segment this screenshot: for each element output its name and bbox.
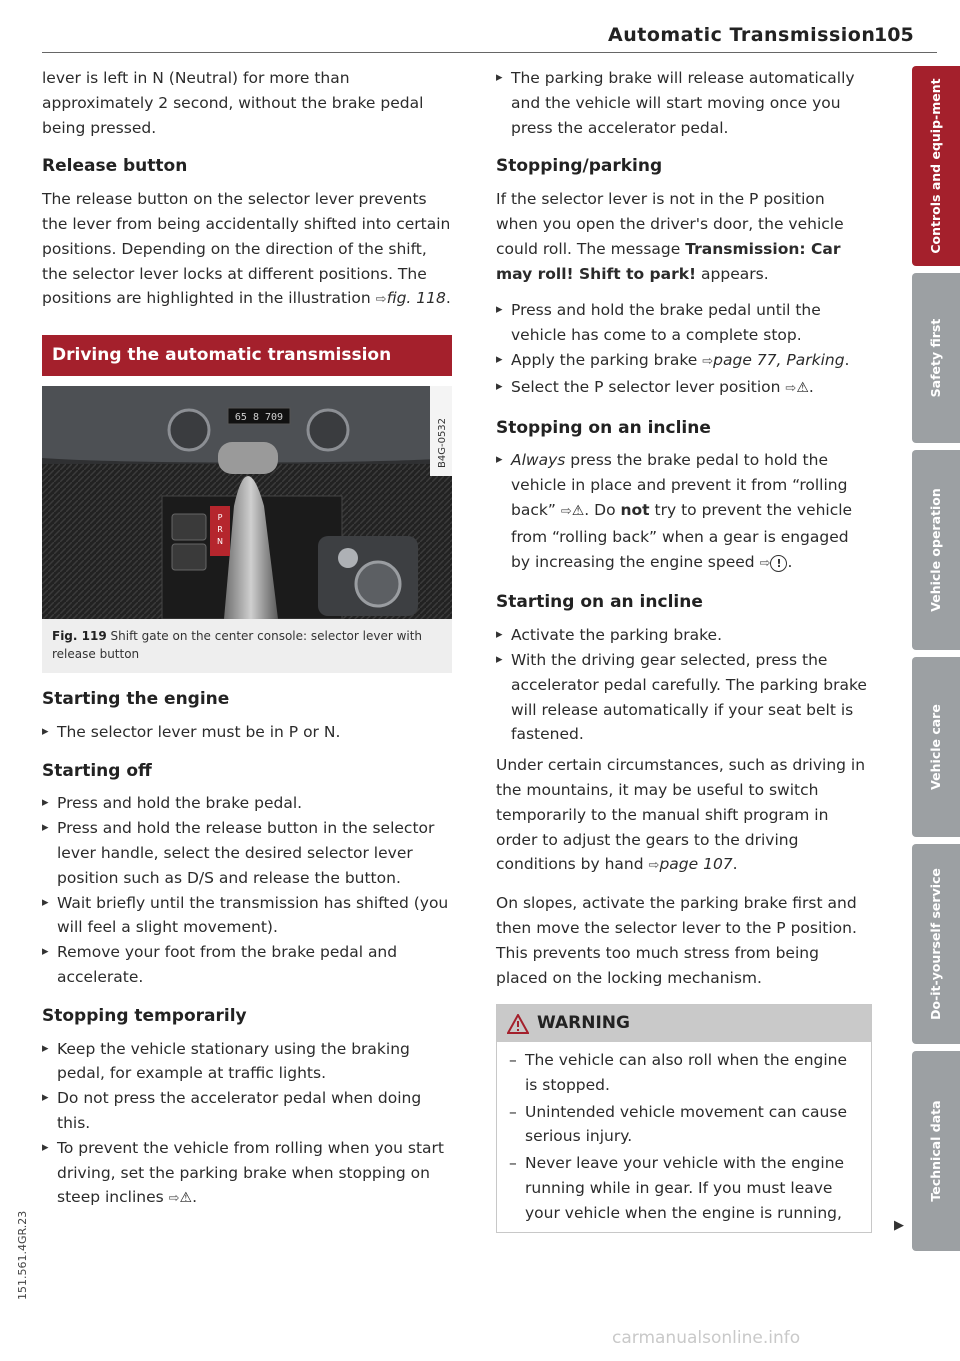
shift-gate-illustration: [42, 386, 452, 619]
list-item: ▸ Wait briefly until the transmission has shifted (you will feel a slight movement).: [42, 891, 452, 941]
list-item: ▸ The selector lever must be in P or N.: [42, 720, 452, 745]
reference-arrow-icon: ⇨: [785, 380, 797, 396]
reference-arrow-icon: ⇨: [702, 353, 714, 369]
header-rule: [42, 52, 937, 53]
tab-controls-and-equipment[interactable]: Controls and equip-ment: [912, 66, 960, 266]
list-item: ▸ The parking brake will release automatically and the vehicle will start moving once you press the accelerator pedal.: [496, 66, 870, 140]
reference-arrow-icon: ⇨: [560, 503, 572, 519]
manual-shift-paragraph: Under certain circumstances, such as driving in the mountains, it may be useful to switch temporarily to the manual shift program in order to adjust the gears to the driving conditions by hand ⇨page 107.: [496, 756, 866, 874]
starting-incline-heading: Starting on an incline: [496, 592, 703, 613]
list-item: ▸ Remove your foot from the brake pedal and accelerate.: [42, 940, 452, 990]
chapter-tabs: [912, 66, 960, 1258]
reference-arrow-icon: ⇨: [168, 1191, 180, 1207]
warning-item: – Unintended vehicle movement can cause serious injury.: [509, 1100, 859, 1150]
intro-paragraph: lever is left in N (Neutral) for more than approximately 2 second, without the brake pedal being pressed.: [42, 69, 424, 137]
warning-triangle-icon: [507, 1014, 529, 1034]
shift-gate-figure: [42, 386, 452, 619]
starting-engine-list: [42, 720, 452, 745]
starting-engine-heading: Starting the engine: [42, 688, 230, 709]
warning-box: [496, 1004, 872, 1232]
figure-code: B4G-0532: [437, 417, 448, 468]
list-item: ▸ Keep the vehicle stationary using the braking pedal, for example at traffic lights.: [42, 1037, 452, 1087]
list-item: ▸ Select the P selector lever position ⇨⚠.: [496, 375, 870, 402]
stopping-temporarily-heading: Stopping temporarily: [42, 1005, 247, 1026]
left-column: [42, 66, 452, 1218]
release-button-heading: Release button: [42, 156, 188, 177]
list-item: ▸ Activate the parking brake.: [496, 623, 870, 648]
warning-triangle-icon[interactable]: ⚠: [571, 502, 585, 519]
warning-item: – Never leave your vehicle with the engine running while in gear. If you must leave your vehicle when the engine is running,: [509, 1151, 859, 1225]
starting-incline-list: [496, 623, 870, 747]
list-item: ▸ Press and hold the brake pedal until the vehicle has come to a complete stop.: [496, 298, 870, 348]
svg-text:P: P: [217, 512, 223, 522]
tab-safety-first[interactable]: Safety first: [912, 273, 960, 443]
running-header-title: Automatic Transmission: [608, 24, 876, 46]
tab-vehicle-operation[interactable]: Vehicle operation: [912, 450, 960, 650]
figure-caption: Fig. 119 Shift gate on the center console: selector lever with release button: [42, 619, 452, 673]
stopping-parking-paragraph: If the selector lever is not in the P position when you open the driver's door, the vehicle could roll. The message Transmission: Car may roll! Shift to park! appears.: [496, 190, 844, 283]
continued-arrow-icon: ▶: [894, 1218, 904, 1233]
page-number: 105: [874, 24, 914, 46]
slopes-paragraph: On slopes, activate the parking brake first and then move the selector lever to the P position. This prevents too much stress from being placed on the locking mechanism.: [496, 894, 857, 987]
list-item: ▸ With the driving gear selected, press the accelerator pedal carefully. The parking brake will release automatically if your seat belt is fastened.: [496, 648, 870, 747]
list-item: ▸ Do not press the accelerator pedal when doing this.: [42, 1086, 452, 1136]
tab-vehicle-care[interactable]: Vehicle care: [912, 657, 960, 837]
stopping-parking-heading: Stopping/parking: [496, 156, 663, 177]
list-item: ▸ Always press the brake pedal to hold the vehicle in place and prevent it from “rolling back” ⇨⚠. Do not try to prevent the vehicle from “rolling back” when a gear is engaged by increasing the engine speed ⇨ ! .: [496, 448, 870, 576]
page-77-link[interactable]: page 77, Parking: [713, 350, 845, 369]
document-code: 151.561.4GR.23: [16, 1210, 29, 1300]
warning-body: [497, 1042, 871, 1232]
reference-arrow-icon: ⇨: [375, 292, 387, 308]
svg-text:R: R: [217, 524, 223, 534]
list-item: ▸ To prevent the vehicle from rolling when you start driving, set the parking brake when stopping on steep inclines ⇨⚠.: [42, 1136, 452, 1212]
stopping-incline-list: [496, 448, 870, 576]
list-item: ▸ Apply the parking brake ⇨page 77, Parking.: [496, 348, 870, 375]
caution-note-icon[interactable]: !: [770, 555, 787, 572]
svg-text:N: N: [217, 536, 223, 546]
stopping-parking-list: [496, 298, 870, 401]
warning-header: [497, 1005, 871, 1042]
starting-off-list: [42, 791, 452, 989]
list-item: ▸ Press and hold the brake pedal.: [42, 791, 452, 816]
warning-title: WARNING: [537, 1013, 630, 1034]
warning-triangle-icon[interactable]: ⚠: [796, 379, 809, 396]
tab-do-it-yourself-service[interactable]: Do-it-yourself service: [912, 844, 960, 1044]
list-item: ▸ Press and hold the release button in the selector lever handle, select the desired selector lever position such as D/S and release the button.: [42, 816, 452, 890]
starting-off-heading: Starting off: [42, 760, 152, 781]
fig-118-link[interactable]: fig. 118: [386, 289, 446, 308]
section-banner: Driving the automatic transmission: [42, 335, 452, 376]
right-column: [496, 66, 870, 1233]
stopping-temporarily-list: [42, 1037, 452, 1213]
transmission-message: Transmission: Car may roll! Shift to park!: [496, 239, 841, 283]
reference-arrow-icon: ⇨: [759, 555, 771, 571]
warning-item: – The vehicle can also roll when the engine is stopped.: [509, 1048, 859, 1098]
top-list: [496, 66, 870, 140]
tab-technical-data[interactable]: Technical data: [912, 1051, 960, 1251]
watermark: carmanualsonline.info: [612, 1328, 801, 1348]
warning-triangle-icon[interactable]: ⚠: [179, 1190, 193, 1207]
reference-arrow-icon: ⇨: [648, 858, 660, 874]
stopping-incline-heading: Stopping on an incline: [496, 417, 711, 438]
page-107-link[interactable]: page 107: [659, 855, 733, 874]
figure-display-readout: 65 8 709: [234, 411, 284, 423]
release-button-paragraph: The release button on the selector lever prevents the lever from being accidentally shifted into certain positions. Depending on the direction of the shift, the selector lever locks at different positions. The positions are highlighted in the illustration ⇨fig. 118.: [42, 190, 451, 308]
